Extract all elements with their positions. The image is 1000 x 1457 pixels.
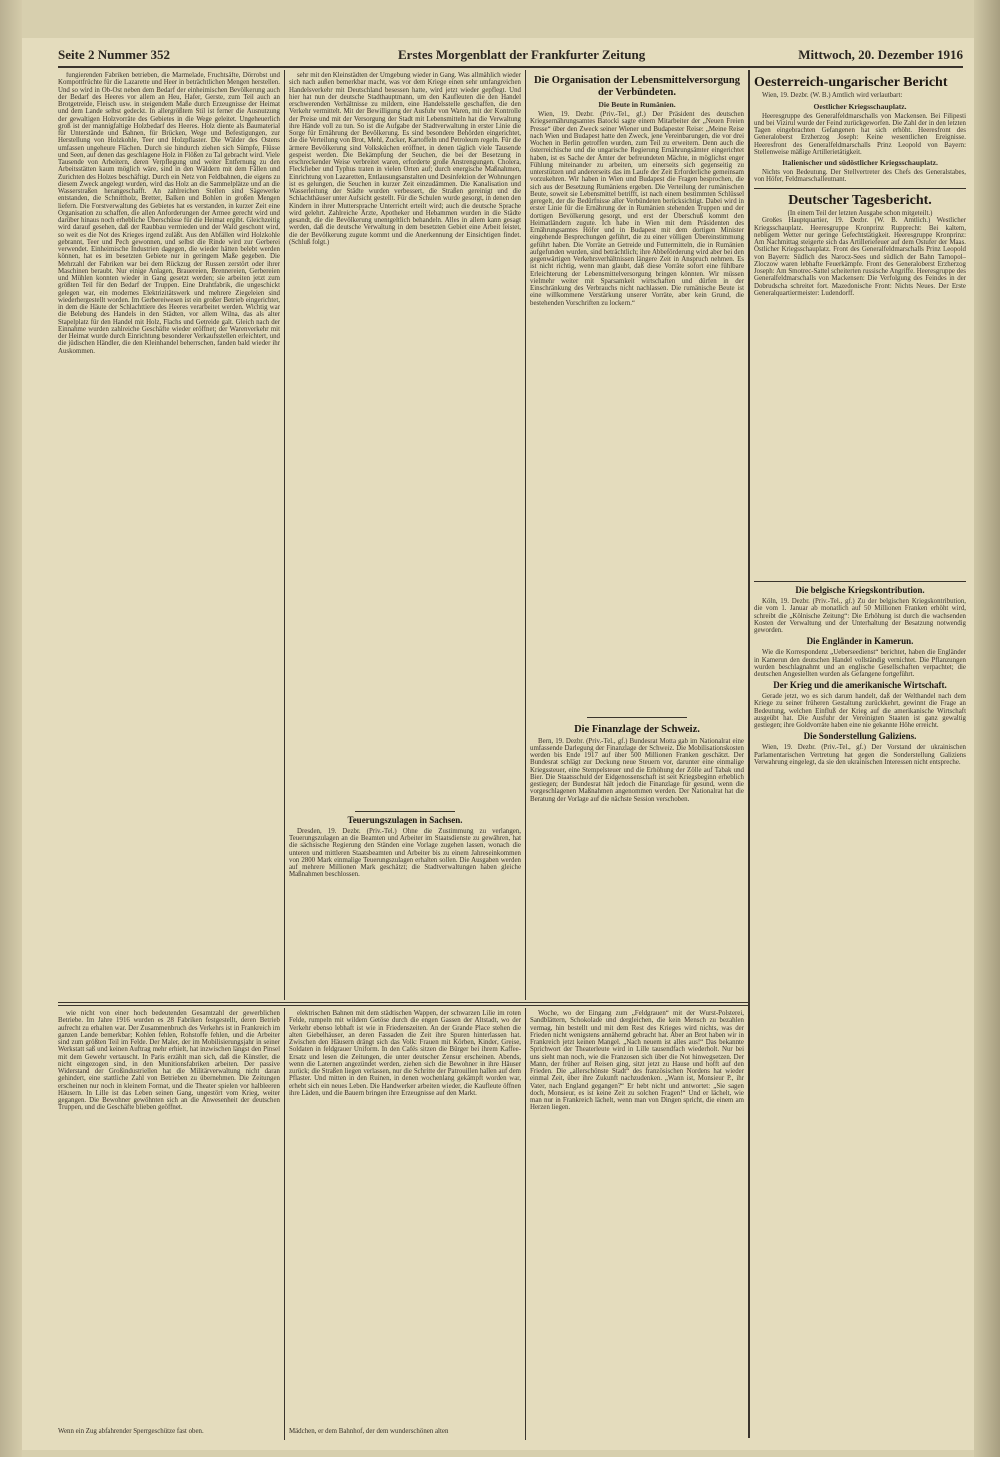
section-italian-front: Italienischer und südöstlicher Kriegsschauplatz. (782, 158, 938, 168)
article-text-schweiz: Bern, 19. Dezbr. (Priv.-Tel., gf.) Bundesrat Motta gab im Nationalrat eine umfassende Darlegung der Finanzlage der Schweiz. Die Mobilisationskosten werden bis Ende 1917 auf über 500 Millionen Franken geschätzt. Der Bundesrat schlägt zur Deckung neue Steuern vor, darunter eine einmalige Kriegssteuer, eine Stempelsteuer und die Erhöhung der Zölle auf Tabak und Bier. Die Staatsschuld der Eidgenossenschaft ist seit Kriegsbeginn erheblich gestiegen; der Bundesrat hält jedoch die Finanzlage für gesund, wenn die vorgeschlagenen Maßnahmen angenommen werden. Der Nationalrat hat die Beratung der Vorlage auf die nächste Session verschoben. (530, 737, 744, 803)
column-1-text: fungierenden Fabriken betrieben, die Marmelade, Fruchtsäfte, Dörrobst und Kompottfrüchte für die Lazarette und Heer in beträchtlichen Mengen herstellen. Und so wird in Ob-Ost neben dem Bedarf der einheimischen Bevölkerung auch der Bedarf des Heeres vor allem an Heu, Hafer, Gerste, zum Teil auch an Brotgetreide, Fleisch usw. in steigendem Maße durch Erzeugnisse der Heimat und dem Lande selbst gedeckt. In allergrößtem Stil ist ferner die Ausnutzung der gewaltigen Holzvorräte des Gebietes in die Wege geleitet. Ungeheuerlich groß ist der mannigfaltige Holzbedarf des Heeres. Holz diente als Baumaterial für Unterstände und Bahnen, für Brücken, Wege und Befestigungen, zur Herstellung von Holzkohle, Teer und Holzpflaster. Die Wälder des Ostens umfassen ungeheure Flächen. Durch sie hindurch ziehen sich Sümpfe, Flüsse und Seen, auf denen das geschlagene Holz in Flößen zu Tal gebracht wird. Viele Tausende von Arbeitern, deren Verpflegung und weiter Entfernung zu den Arbeitsstätten kaum möglich wäre, sind in den Wäldern mit dem Fällen und Zurichten des Holzes beschäftigt. Durch ein Netz von Feldbahnen, die eigens zu diesem Zweck angelegt wurden, wird das Holz an die Sammelplätze und an die Wasserstraßen herangeschafft. An zahlreichen Stellen sind Sägewerke entstanden, die Schnittholz, Bretter, Balken und Bohlen in großen Mengen liefern. Die Forstverwaltung des Gebietes hat es verstanden, in kurzer Zeit eine Organisation zu schaffen, die allen Anforderungen der Armee gerecht wird und darüber hinaus noch erhebliche Überschüsse für die Heimat ergibt. Gleichzeitig wird darauf gesehen, daß der Raubbau vermieden und der Wald geschont wird, so weit es die Not des Krieges irgend zuläßt. Aus den Abfällen wird Holzkohle gebrannt, Teer und Pech gewonnen, und selbst die Rinde wird zur Gerberei verwendet. Einheimische Industrien dagegen, die wieder hätten belebt werden können, hat es im besetzten Gebiete nur in geringem Maße gegeben. Die Mehrzahl der Fabriken war bei dem Rückzug der Russen zerstört oder ihrer Maschinen beraubt. Nur einige Anlagen, Brauereien, Brennereien, Gerbereien und Mühlen konnten wieder in Gang gesetzt werden; sie arbeiten jetzt zum größten Teil für den Bedarf der Truppen. Eine Drahtfabrik, die ungeschickt gelegen war, ein modernes Elektrizitätswerk und mehrere Ziegeleien sind wiederhergestellt worden. Im Gerbereiwesen ist ein großer Betrieb eingerichtet, in dem die Häute der Schlachttiere des Heeres verarbeitet werden. Wichtig war die Belebung des Handels in den Städten, vor allem Wilna, das als alter Stapelplatz für den Handel mit Holz, Flachs und Getreide galt. Gleich nach der Einnahme wurden zahlreiche Geschäfte wieder eröffnet; der Warenverkehr mit der Heimat wurde durch Einrichtung besonderer Verkaufsstellen erleichtert, und die jüdischen Händler, die den Kleinhandel beherrschen, fanden bald wieder ihr Auskommen. (58, 72, 280, 355)
report-text-german: Großes Hauptquartier, 19. Dezbr. (W. B. Amtlich.) Westlicher Kriegsschauplatz. Heeresgruppe Kronprinz Rupprecht: Bei kaltem, nebligem Wetter nur geringe Gefechtstätigkeit. Heeresgruppe Kronprinz: Am Nachmittag steigerte sich das Artilleriefeuer auf dem Ostufer der Maas. Östlicher Kriegsschauplatz. Front des Generalfeldmarschalls Prinz Leopold von Bayern: Südlich des Narocz-Sees und südlich der Bahn Tarnopol–Zloczow waren lebhafte Feuerkämpfe. Front des Generaloberst Erzherzog Joseph: Am Smotrec-Sattel scheiterten russische Angriffe. Heeresgruppe des Generalfeldmarschalls von Mackensen: Die Verfolgung des Feindes in der Dobrudscha schreitet fort. Mazedonische Front: Nichts Neues. Der Erste Generalquartiermeister: Ludendorff. (754, 217, 966, 297)
article-title-lebensmittel: Die Organisation der Lebensmittelversorgung der Verbündeten. (533, 75, 740, 98)
report-dateline: Wien, 19. Dezbr. (W. B.) Amtlich wird verlautbart: (762, 92, 903, 100)
column-2 (289, 72, 521, 998)
article-text-belgium: Köln, 19. Dezbr. (Priv.-Tel., gf.) Zu der belgischen Kriegskontribution, die vom 1. Januar ab monatlich auf 50 Millionen Franken erhöht wird, schreibt die „Kölnische Zeitung“: Die Erhöhung ist durch die wachsenden Kosten der Verwaltung und der Unterhaltung der Besatzung notwendig geworden. (754, 598, 966, 635)
article-title-america: Der Krieg und die amerikanische Wirtschaft. (773, 680, 947, 691)
report-title-austria: Oesterreich-ungarischer Bericht (754, 75, 948, 90)
article-text-kamerun: Wie die Korrespondenz „Ueberseedienst“ berichtet, haben die Engländer in Kamerun den deutschen Handel vollständig vernichtet. Die Pflanzungen wurden beschlagnahmt und an englische Gesellschaften verpachtet; die deutschen Angestellten wurden als Gefangene fortgeführt. (754, 649, 966, 679)
feuilleton-rule (58, 1005, 748, 1006)
column-3 (530, 72, 744, 998)
column-rule (284, 1008, 285, 1440)
article-title-kamerun: Die Engländer in Kamerun. (806, 636, 914, 647)
article-text-galizien: Wien, 19. Dezbr. (Priv.-Tel., gf.) Der Vorstand der ukrainischen Parlamentarischen Vertretung hat gegen die Sonderstellung Galiziens Verwahrung eingelegt, da sie den ukrainischen Interessen nicht entspreche. (754, 744, 966, 766)
article-title-schweiz: Die Finanzlage der Schweiz. (574, 724, 700, 736)
report-text-italy: Nichts von Bedeutung. Der Stellvertreter des Chefs des Generalstabes, von Höfer, Feldmarschalleutnant. (754, 169, 966, 184)
article-text-lebensmittel: Wien, 19. Dezbr. (Priv.-Tel., gf.) Der Präsident des deutschen Kriegsernährungsamtes Batocki sagte einem Mitarbeiter der „Neuen Freien Presse“ über den Zweck seiner Wiener und Budapester Reise: „Meine Reise nach Wien und Budapest hatte den Zweck, jene Vereinbarungen, die vor drei Wochen in Berlin getroffen wurden, zum Teil zu erweitern. Denn auch die österreichische und die ungarische Regierung Ernährungsämter eingerichtet haben, ist es Sache der Ämter der befreundeten Mächte, in möglichst enger Fühlung miteinander zu arbeiten, um einerseits sich gegenseitig zu unterstützen und andererseits das im Laufe der Zeit Erforderliche gemeinsam vorzukehren. Wir haben in Wien und Budapest die Fragen besprochen, die sich aus der Besetzung Rumäniens ergeben. Die Verteilung der rumänischen Beute, soweit sie Lebensmittel betrifft, ist nach einem bestimmten Schlüssel geregelt, der die Bedürfnisse aller Verbündeten berücksichtigt. Dabei wird in erster Linie für die Ernährung der in Rumänien stehenden Truppen und der dortigen Bevölkerung gesorgt, und erst der Überschuß kommt den Heimatländern zugute. Ich habe in Wien mit dem Präsidenten des Ernährungsamtes Höfer und in Budapest mit dem dortigen Minister eingehende Besprechungen geführt, die zu einer völligen Übereinstimmung geführt haben. Die Vorräte an Getreide und Futtermitteln, die in Rumänien aufgefunden wurden, sind beträchtlich; ihre Abbeförderung wird aber bei den gegenwärtigen Verkehrsverhältnissen längere Zeit in Anspruch nehmen. Es ist nicht richtig, wenn man glaubt, daß diese Vorräte sofort eine fühlbare Erleichterung der Lebensmittelversorgung bringen könnten. Wir müssen vielmehr weiter mit Sparsamkeit wirtschaften und dürfen in der Einschränkung des Verbrauchs nicht nachlassen. Die rumänische Beute ist eine willkommene Verstärkung unserer Vorräte, aber kein Grund, die bestehenden Vorschriften zu lockern.“ (530, 111, 744, 307)
article-divider (754, 581, 966, 582)
article-divider (754, 188, 966, 189)
article-divider (587, 717, 687, 718)
column-4 (754, 72, 966, 1438)
article-text-teuerung: Dresden, 19. Dezbr. (Priv.-Tel.) Ohne die Zustimmung zu verlangen, Teuerungszulagen an die Beamten und Arbeiter im Staatsdienste zu gewähren, hat die sächsische Regierung den Ständen eine Vorlage zugehen lassen, wonach die unteren und mittleren Staatsbeamten und Arbeiter bis zu einem Jahreseinkommen von 2800 Mark einmalige Teuerungszulagen erhalten sollen. Die Ausgaben werden auf mehrere Millionen Mark geschätzt; die Stadtverwaltungen haben gleiche Maßnahmen beschlossen. (289, 827, 521, 879)
column-rule (284, 70, 285, 1000)
feuilleton-end-2: Mädchen, er dem Bahnhof, der dem wunderschönen alten (289, 1428, 449, 1435)
feuilleton-column-2 (289, 1010, 521, 1440)
section-eastern-front: Oestlicher Kriegsschauplatz. (813, 101, 907, 111)
article-title-galizien: Die Sonderstellung Galiziens. (803, 731, 917, 742)
report-text-east: Heeresgruppe des Generalfeldmarschalls von Mackensen. Bei Filipesti und bei Vizirul wurde der Feind zurückgeworfen. Die Zahl der in den letzten Tagen eingebrachten Gefangenen hat sich erhöht. Heeresfront des Generaloberst Erzherzog Joseph: Keine wesentlichen Ereignisse. Heeresfront des Generalfeldmarschalls Prinz Leopold von Bayern: Stellenweise mäßige Artillerietätigkeit. (754, 112, 966, 156)
article-subtitle-rumaenien: Die Beute in Rumänien. (598, 100, 676, 110)
newspaper-title: Erstes Morgenblatt der Frankfurter Zeitung (398, 47, 646, 62)
article-title-teuerung: Teuerungszulagen in Sachsen. (347, 815, 463, 825)
masthead (58, 47, 963, 65)
article-text-america: Gerade jetzt, wo es sich darum handelt, daß der Welthandel nach dem Kriege zu seiner früheren Gestaltung zurückkehrt, gewinnt die Frage an Bedeutung, welchen Einfluß der Krieg auf die amerikanische Wirtschaft ausgeübt hat. Die Ausfuhr der Vereinigten Staaten ist ganz gewaltig gestiegen; ihre Goldvorräte haben eine nie gekannte Höhe erreicht. (754, 693, 966, 730)
article-title-belgium: Die belgische Kriegskontribution. (795, 585, 925, 596)
feuilleton-end-1: Wenn ein Zug abfahrender Sperrgeschütze fast oben. (58, 1428, 204, 1435)
masthead-rule (58, 66, 963, 68)
report-title-german: Deutscher Tagesbericht. (788, 192, 932, 208)
article-divider (355, 811, 455, 812)
feuilleton-text-2: elektrischen Bahnen mit dem städtischen Wappen, der schwarzen Lilie im roten Felde, rumpeln mit wildem Getöse durch die engen Gassen der Altstadt, wo der Verkehr ebenso lebhaft ist wie in Friedenszeiten. An der Grande Place stehen die alten Giebelhäuser, an deren Fassaden die Zeit ihre Spuren hinterlassen hat. Zwischen den Häusern drängt sich das Volk: Frauen mit Körben, Kinder, Greise, Soldaten in feldgrauer Uniform. In den Cafés sitzen die Bürger bei ihrem Kaffee-Ersatz und lesen die Zeitungen, die unter deutscher Zensur erscheinen. Abends, wenn die Laternen angezündet werden, ziehen sich die Bewohner in ihre Häuser zurück; die Straßen liegen verlassen, nur die Schritte der Patrouillen hallen auf dem Pflaster. Und mitten in den Ruinen, in denen wochenlang gekämpft worden war, erhebt sich ein neues Leben. Die Handwerker arbeiten wieder, die Kaufleute öffnen ihre Läden, und die Bauern bringen ihre Erzeugnisse auf den Markt. (289, 1010, 521, 1097)
column-rule (525, 70, 526, 1000)
column-1 (58, 72, 280, 998)
feuilleton-text-1: wie nicht von einer hoch bedeutenden Gesamtzahl der gewerblichen Betriebe. Im Jahre 1916 wurden es 28 Fabriken festgestellt, deren Betrieb aufrecht zu erhalten war. Der Zusammenbruch des Verkehrs ist in Frankreich im ganzen Lande bemerkbar; Kohlen fehlen, Rohstoffe fehlen, und die Arbeiter sind zum größten Teil im Felde. Der Maler, der im Mobilisierungsjahr in seiner Werkstatt saß und keinen Auftrag mehr erhielt, hat inzwischen längst den Pinsel mit dem Gewehr vertauscht. In Paris erzählt man sich, daß die Künstler, die nicht eingezogen sind, in den Munitionsfabriken arbeiten. Der passive Widerstand der Großindustriellen hat die Militärverwaltung nicht daran gehindert, eine stattliche Zahl von Betrieben zu übernehmen. Die Zeitungen erscheinen nur noch in kleinem Format, und die Theater spielen vor halbleeren Häusern. In Lille ist das Leben seinen Gang, ungestört vom Krieg, weiter gegangen. Die Bewohner gewöhnten sich an die Anwesenheit der deutschen Truppen, und die Geschäfte blieben geöffnet. (58, 1010, 280, 1112)
feuilleton-rule (58, 1002, 748, 1003)
report-note: (In einem Teil der letzten Ausgabe schon mitgeteilt.) (787, 210, 933, 218)
feuilleton-column-1 (58, 1010, 280, 1440)
column-2-text: sehr mit den Kleinstädten der Umgebung wieder in Gang. Was allmählich wieder sich nach außen bemerkbar macht, was vor dem Kriege einen sehr umfangreichen Handelsverkehr mit Deutschland besessen hatte, wird jetzt wieder gepflegt. Und hier hat nun der deutsche Stadthauptmann, um den Kaufleuten die den Handel erschwerenden Verhältnisse zu mildern, eine Handelsstelle geschaffen, die den Verkehr vermittelt. Mit der Bewilligung der Ausfuhr von Waren, mit der Kontrolle der Preise und mit der Versorgung der Stadt mit Lebensmitteln hat die Verwaltung ihre Hände voll zu tun. So ist die Aufgabe der Stadtverwaltung in erster Linie die Sorge für Ernährung der Bevölkerung. Es sind besondere Behörden eingerichtet, die die Verteilung von Brot, Mehl, Zucker, Kartoffeln und Petroleum regeln. Für die ärmere Bevölkerung sind Volksküchen eröffnet, in denen täglich viele Tausende gespeist werden. Die Bekämpfung der Seuchen, die bei der Besetzung in erschreckender Weise verbreitet waren, erforderte große Anstrengungen. Cholera, Fleckfieber und Typhus traten in vielen Orten auf; durch energische Maßnahmen, Einrichtung von Lazaretten, Entlausungsanstalten und Desinfektion der Wohnungen ist es gelungen, die Seuchen in kurzer Zeit einzudämmen. Die Kanalisation und Wasserleitung der Städte wurden verbessert, die Straßen gereinigt und die Schlachthäuser unter Aufsicht gestellt. Für die Schulen wurde gesorgt, in denen den Kindern in ihrer Muttersprache Unterricht erteilt wird; auch die deutsche Sprache wird gelehrt. Zahlreiche Ärzte, Apotheker und Hebammen wurden in die Städte gesandt, die die Bevölkerung unentgeltlich behandeln. Alles in allem kann gesagt werden, daß die deutsche Verwaltung in dem besetzten Gebiet eine Arbeit leistet, die der Bevölkerung zugute kommt und die Anerkennung der Einsichtigen findet. (Schluß folgt.) (289, 72, 521, 246)
page-edge (974, 0, 1000, 1457)
feuilleton-text-3: Woche, wo der Eingang zum „Feldgrauen“ mit der Wurst-Polsterei, Sandblättern, Schokolade und dergleichen, die kein Mensch zu bezahlen vermag, hin bestellt und mit dem Rest des Krieges wird nichts, was der Frieden nicht wenigstens annähernd gebracht hat. Aber an Brot haben wir in Frankreich jetzt keinen Mangel. „Nach neuem ist alles aus!“ Das bekannte Sprichwort der Theaterleute wird in Lille tausendfach wiederholt. Nur bei uns sieht man noch, wie die Franzosen sich über die Not hinwegsetzen. Der Mann, der früher auf Reisen ging, sitzt jetzt zu Hause und hofft auf den Frieden. Die „allerschönste Stadt“ des französischen Nordens hat wieder einmal Zeit, über ihre Zukunft nachzudenken. „Wann ist, Monsieur P., ihr Vater, nach England gegangen?“ Er hebt nicht und antwortet: „Sie sagen doch, Monsieur, es ist keine Zeit zu solchen Fragen!“ Und er lächelt, wie man nur in Frankreich lächelt, wenn man von Dingen spricht, die einem am Herzen liegen. (530, 1010, 744, 1112)
column-rule (748, 70, 750, 1438)
column-rule (525, 1008, 526, 1440)
page-number: Seite 2 Nummer 352 (58, 47, 171, 62)
binding-gutter (0, 0, 22, 1457)
feuilleton-column-3 (530, 1010, 744, 1440)
issue-date: Mittwoch, 20. Dezember 1916 (798, 47, 963, 62)
